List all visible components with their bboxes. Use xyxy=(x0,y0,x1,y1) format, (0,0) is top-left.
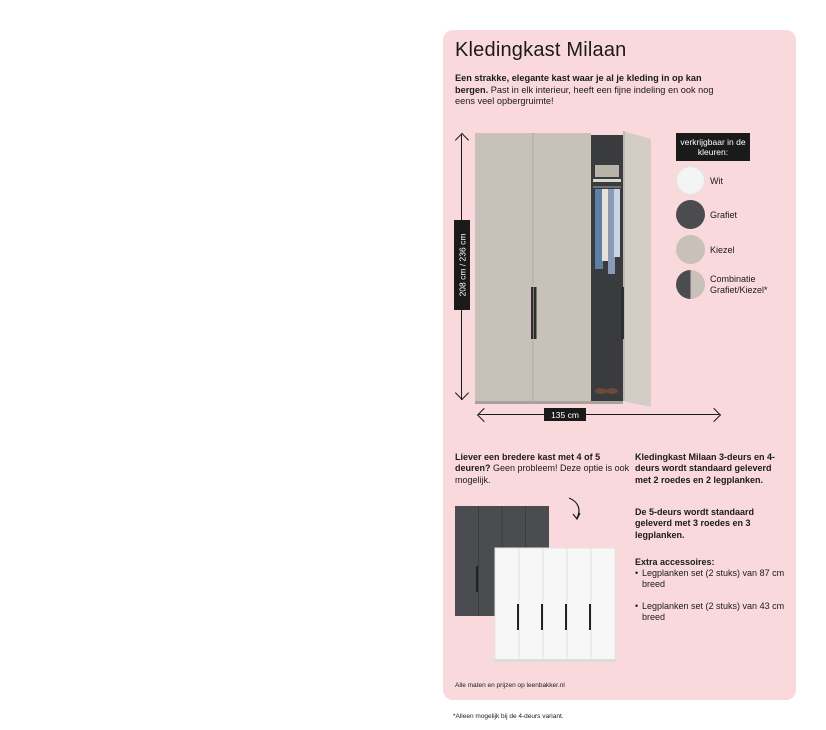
swatch-label-wit: Wit xyxy=(710,176,723,186)
wider-option-text: Liever een bredere kast met 4 of 5 deuren? Geen probleem! Deze optie is ook mogelijk. xyxy=(455,452,630,485)
swatch-kiezel xyxy=(676,235,705,264)
accessories-header: Extra accessoires: xyxy=(635,557,715,567)
swatch-combinatie xyxy=(676,270,705,299)
swatch-wit xyxy=(676,166,705,195)
arrow-left-icon xyxy=(477,407,491,421)
standard-5-door-text: De 5-deurs wordt standaard geleverd met 3 roedes en 3 legplanken. xyxy=(635,507,755,540)
arrow-down-icon xyxy=(454,386,468,400)
arrow-right-icon xyxy=(707,407,721,421)
accessory-item: • Legplanken set (2 stuks) van 43 cm breed xyxy=(635,601,785,623)
swatch-grafiet xyxy=(676,200,705,229)
intro-rest: Past in elk interieur, heeft een fijne indeling en ook nog eens veel opbergruimte! xyxy=(455,84,714,106)
accessory-item: • Legplanken set (2 stuks) van 87 cm breed xyxy=(635,568,785,590)
height-label: 208 cm / 236 cm xyxy=(454,220,470,310)
swatch-label-combinatie: Combinatie Grafiet/Kiezel* xyxy=(710,274,768,295)
wider-wardrobes-image xyxy=(453,504,627,664)
variant-footnote: *Alleen mogelijk bij de 4-deurs variant. xyxy=(453,713,564,720)
swatch-label-grafiet: Grafiet xyxy=(710,210,738,220)
prices-footnote: Alle maten en prijzen op leenbakker.nl xyxy=(455,682,565,689)
product-card xyxy=(443,30,796,700)
width-dimension-line xyxy=(479,414,719,415)
intro-bold: Een strakke, elegante kast waar je al je kleding in op kan bergen. xyxy=(455,73,702,95)
standard-3-4-door-text: Kledingkast Milaan 3-deurs en 4-deurs wordt standaard geleverd met 2 roedes en 2 legplanken. xyxy=(635,452,776,485)
colors-header: verkrijgbaar in de kleuren: xyxy=(676,133,750,161)
wardrobe-image xyxy=(475,129,657,407)
product-title: Kledingkast Milaan xyxy=(455,39,627,61)
product-intro xyxy=(455,73,725,108)
swatch-label-kiezel: Kiezel xyxy=(710,245,735,255)
arrow-up-icon xyxy=(454,133,468,147)
width-label: 135 cm xyxy=(544,408,586,421)
